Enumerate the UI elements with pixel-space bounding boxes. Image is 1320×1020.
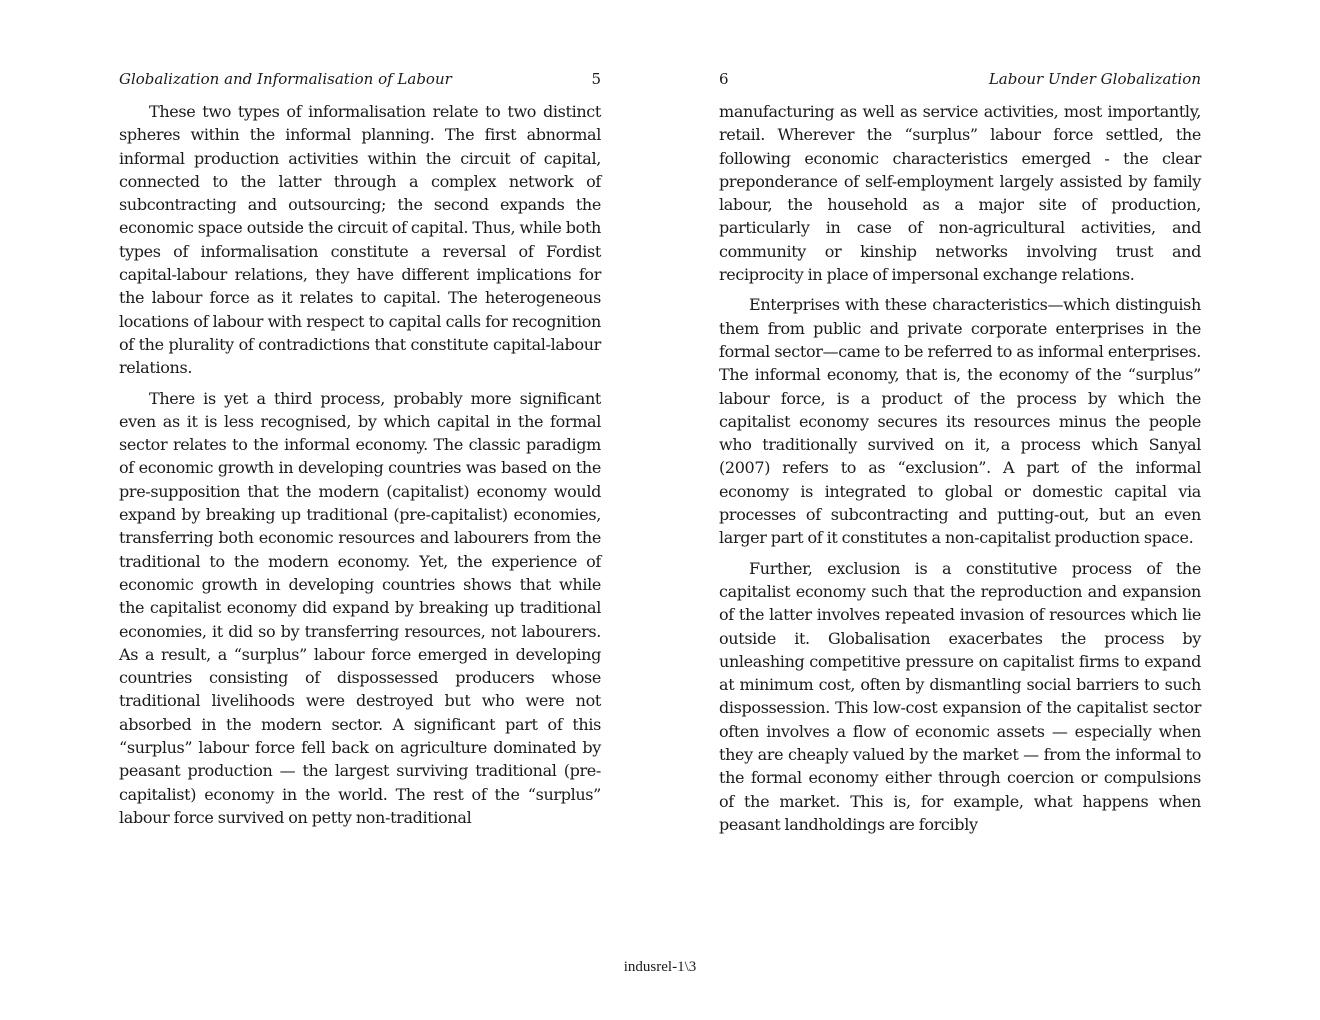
left-header-title: Globalization and Informalisation of Labour [119,70,452,88]
right-page-number: 6 [719,70,729,88]
right-page [719,66,1201,843]
paragraph: There is yet a third process, probably more significant even as it is less recognised, by which capital in the formal sector relates to the informal economy. The classic paradigm of economic growth in developing countries was based on the pre-supposition that the modern (capitalist) economy would expand by breaking up traditional (pre-capitalist) economies, transferring both economic resources and labourers from the traditional to the modern economy. Yet, the experience of economic growth in developing countries shows that while the capitalist economy did expand by breaking up traditional economies, it did so by transferring resources, not labourers. As a result, a “surplus” labour force emerged in developing countries consisting of dispossessed producers whose traditional livelihoods were destroyed but who were not absorbed in the modern sector. A significant part of this “surplus” labour force fell back on agriculture dominated by peasant production — the largest surviving traditional (pre-capitalist) economy in the world. The rest of the “surplus” labour force survived on petty non-traditional [119,388,601,827]
paragraph: Enterprises with these characteristics—which distinguish them from public and private corporate enterprises in the formal sector—came to be referred to as informal enterprises. The informal economy, that is, the economy of the “surplus” labour force, is a product of the process by which the capitalist economy secures its resources minus the people who traditionally survived on it, a process which Sanyal (2007) refers to as “exclusion”. A part of the informal economy is integrated to global or domestic capital via processes of subcontracting and putting-out, but an even larger part of it constitutes a non-capitalist production space. [719,295,1201,548]
paragraph: These two types of informalisation relate to two distinct spheres within the informal planning. The first abnormal informal production activities within the circuit of capital, connected to the latter through a complex network of subcontracting and outsourcing; the second expands the economic space outside the circuit of capital. Thus, while both types of informalisation constitute a reversal of Fordist capital-labour relations, they have different implications for the labour force as it relates to capital. The heterogeneous locations of labour with respect to capital calls for recognition of the plurality of contradictions that constitute capital-labour relations. [119,102,601,378]
footer-file-label: indusrel-1\3 [623,959,697,975]
right-body-text [719,100,1201,836]
left-body-text [119,100,601,829]
right-running-head [719,66,1201,92]
paragraph: manufacturing as well as service activities, most importantly, retail. Wherever the “surplus” labour force settled, the following economic characteristics emerged - the clear preponderance of self-employment largely assisted by family labour, the household as a major site of production, particularly in case of non-agricultural activities, and community or kinship networks involving trust and reciprocity in place of impersonal exchange relations. [719,102,1201,285]
right-header-title: Labour Under Globalization [988,70,1201,88]
paragraph: Further, exclusion is a constitutive process of the capitalist economy such that the reproduction and expansion of the latter involves repeated invasion of resources which lie outside it. Globalisation exacerbates the process by unleashing competitive pressure on capitalist firms to expand at minimum cost, often by dismantling social barriers to such dispossession. This low-cost expansion of the capitalist sector often involves a flow of economic assets — especially when they are cheaply valued by the market — from the informal to the formal economy either through coercion or compulsions of the market. This is, for example, what happens when peasant landholdings are forcibly [719,558,1201,834]
left-page [119,66,601,836]
left-page-number: 5 [591,70,601,88]
left-running-head [119,66,601,92]
